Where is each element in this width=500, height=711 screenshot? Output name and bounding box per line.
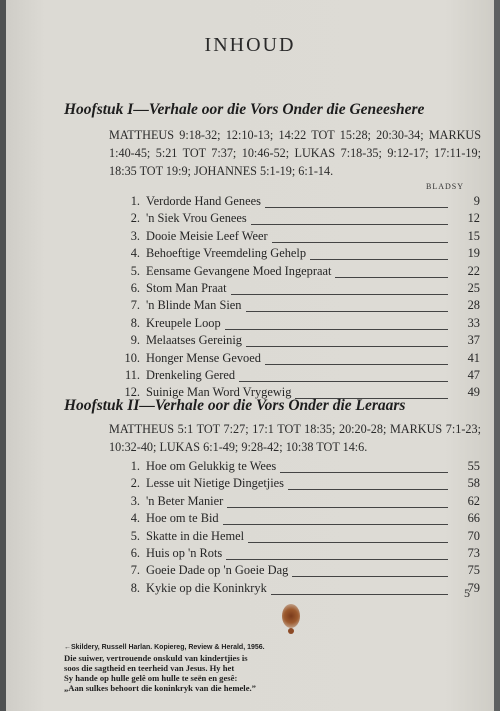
toc-leader-line	[335, 277, 448, 278]
caption-line: Sy hande op hulle gelê om hulle te seën en gesê:	[64, 673, 238, 683]
toc-leader-line	[248, 542, 448, 543]
toc-entry	[118, 563, 480, 580]
toc-entry-title: Suinige Man Word Vrygewig	[146, 385, 292, 400]
toc-entry-title: Eensame Gevangene Moed Ingepraat	[146, 263, 332, 278]
toc-entry-page: 9	[473, 194, 480, 208]
toc-leader-line	[292, 576, 448, 577]
toc-entry-title: Stom Man Praat	[146, 281, 227, 295]
caption-credit: ←Skildery, Russell Harlan. Kopiereg, Review & Herald, 1956.	[64, 644, 265, 651]
toc-entry-title: 'n Beter Manier	[146, 493, 224, 508]
toc-entry	[118, 511, 480, 528]
toc-leader-line	[226, 559, 448, 560]
toc-entry-title: Kykie op die Koninkryk	[146, 580, 267, 595]
toc-entry	[118, 494, 480, 511]
toc-entry-page: 22	[467, 263, 480, 278]
toc-entry	[118, 316, 480, 333]
toc-entry-number: 3.	[130, 493, 140, 508]
toc-entry-page: 73	[467, 546, 480, 560]
toc-entry-title: Lesse uit Nietige Dingetjies	[146, 476, 284, 491]
toc-entry	[118, 298, 480, 315]
toc-leader-line	[223, 524, 448, 525]
toc-leader-line	[251, 224, 448, 225]
toc-entry-page: 75	[467, 563, 480, 578]
bladsy-label: BLADSY	[426, 182, 465, 191]
toc-entry-page: 66	[467, 511, 480, 526]
caption-line: „Aan sulkes behoort die koninkryk van die hemele.”	[64, 683, 256, 693]
toc-entry	[118, 229, 480, 246]
toc-entry-number: 3.	[130, 228, 140, 243]
toc-leader-line	[231, 294, 448, 295]
image-caption	[64, 644, 444, 693]
toc-leader-line	[280, 472, 448, 473]
stain-drop	[288, 628, 294, 634]
toc-leader-line	[271, 594, 448, 595]
toc-entry-page: 55	[467, 459, 480, 473]
toc-leader-line	[310, 259, 448, 260]
toc-entry-number: 5.	[130, 528, 140, 543]
toc-entry	[118, 194, 480, 211]
toc-leader-line	[246, 346, 448, 347]
toc-entry-page: 70	[467, 528, 480, 543]
toc-entry-number: 8.	[130, 580, 140, 595]
toc-entry-number: 11.	[124, 368, 140, 382]
toc-leader-line	[225, 329, 448, 330]
toc-entry-page: 25	[467, 281, 480, 295]
section-1-heading: Hoofstuk I—Verhale oor die Vors Onder die Geneeshere	[64, 101, 425, 118]
toc-leader-line	[272, 242, 448, 243]
toc-entry	[118, 476, 480, 493]
toc-entry-number: 9.	[130, 333, 140, 348]
toc-entry	[118, 246, 480, 263]
section-2-references: MATTHEUS 5:1 TOT 7:27; 17:1 TOT 18:35; 20:20-28; MARKUS 7:1-23; 10:32-40; LUKAS 6:1-49; 9:28-42; 10:38 TOT 14:6.	[109, 422, 481, 454]
toc-entry	[118, 546, 480, 563]
toc-leader-line	[265, 207, 448, 208]
toc-leader-line	[239, 381, 448, 382]
toc-entry	[118, 211, 480, 228]
page-title: INHOUD	[204, 34, 296, 56]
section-1-references: MATTHEUS 9:18-32; 12:10-13; 14:22 TOT 15:28; 20:30-34; MARKUS 1:40-45; 5:21 TOT 7:37; 10:46-52; LUKAS 7:18-35; 9:12-17; 17:11-19; 18:35 TOT 19:9; JOHANNES 5:1-19; 6:1-14.	[109, 128, 481, 178]
toc-entry-page: 41	[467, 350, 480, 365]
toc-entry	[118, 368, 480, 385]
toc-entry-title: Goeie Dade op 'n Goeie Dag	[146, 563, 289, 578]
toc-entry-page: 33	[467, 315, 480, 330]
toc-leader-line	[227, 507, 448, 508]
toc-entry-page: 79	[467, 580, 480, 595]
toc-entry-number: 8.	[130, 315, 140, 330]
toc-entry-number: 7.	[130, 563, 140, 578]
toc-entry-page: 28	[467, 298, 480, 313]
toc-entry-page: 62	[467, 493, 480, 508]
toc-entry	[118, 333, 480, 350]
book-page	[6, 0, 494, 711]
toc-entry	[118, 459, 480, 476]
toc-entry-title: 'n Siek Vrou Genees	[146, 211, 247, 226]
toc-entry-page: 12	[467, 211, 480, 226]
toc-entry-title: Dooie Meisie Leef Weer	[146, 228, 268, 243]
toc-leader-line	[265, 364, 448, 365]
toc-entry-number: 4.	[130, 246, 140, 261]
toc-entry	[118, 351, 480, 368]
toc-entry-number: 1.	[130, 194, 140, 208]
toc-entry-number: 6.	[130, 546, 140, 560]
toc-entry-page: 37	[467, 333, 480, 348]
toc-entry-title: Hoe om Gelukkig te Wees	[146, 459, 277, 473]
toc-entry-title: Huis op 'n Rots	[146, 546, 223, 560]
toc-entry-page: 58	[467, 476, 480, 491]
toc-entry-number: 5.	[130, 263, 140, 278]
toc-entry-number: 10.	[124, 350, 140, 365]
caption-line: Die suiwer, vertrouende onskuld van kindertjies is	[64, 653, 248, 663]
toc-entry-number: 7.	[130, 298, 140, 313]
toc-entry-number: 1.	[130, 459, 140, 473]
toc-entry-page: 47	[467, 368, 480, 382]
toc-entry-title: Skatte in die Hemel	[146, 528, 245, 543]
caption-body	[64, 653, 444, 693]
toc-entry-title: Kreupele Loop	[146, 315, 221, 330]
toc-entry-title: Melaatses Gereinig	[146, 333, 242, 348]
toc-entry	[118, 281, 480, 298]
toc-entry-title: Hoe om te Bid	[146, 511, 219, 526]
caption-line: soos die sagtheid en teerheid van Jesus. Hy het	[64, 663, 235, 673]
toc-entry-page: 49	[467, 385, 480, 400]
right-edge-shadow	[494, 0, 500, 711]
toc-entry-title: Verdorde Hand Genees	[146, 194, 261, 208]
toc-entry-number: 2.	[130, 211, 140, 226]
toc-entry-number: 12.	[124, 385, 140, 400]
section-2-heading: Hoofstuk II—Verhale oor die Vors Onder die Leraars	[64, 397, 406, 414]
toc-entry-number: 6.	[130, 281, 140, 295]
toc-entry	[118, 529, 480, 546]
toc-entry-number: 4.	[130, 511, 140, 526]
toc-entry-page: 15	[467, 228, 480, 243]
stain-mark	[282, 604, 300, 628]
toc-entry-number: 2.	[130, 476, 140, 491]
toc-entry-page: 19	[467, 246, 480, 261]
toc-entry-title: 'n Blinde Man Sien	[146, 298, 242, 313]
toc-entry-title: Honger Mense Gevoed	[146, 350, 261, 365]
toc-entry-title: Behoeftige Vreemdeling Gehelp	[146, 246, 307, 261]
toc-entry-title: Drenkeling Gered	[146, 368, 236, 382]
toc-entry	[118, 581, 480, 598]
page-number: 5	[464, 586, 470, 600]
toc-leader-line	[288, 489, 448, 490]
toc-entry	[118, 264, 480, 281]
toc-leader-line	[246, 311, 448, 312]
